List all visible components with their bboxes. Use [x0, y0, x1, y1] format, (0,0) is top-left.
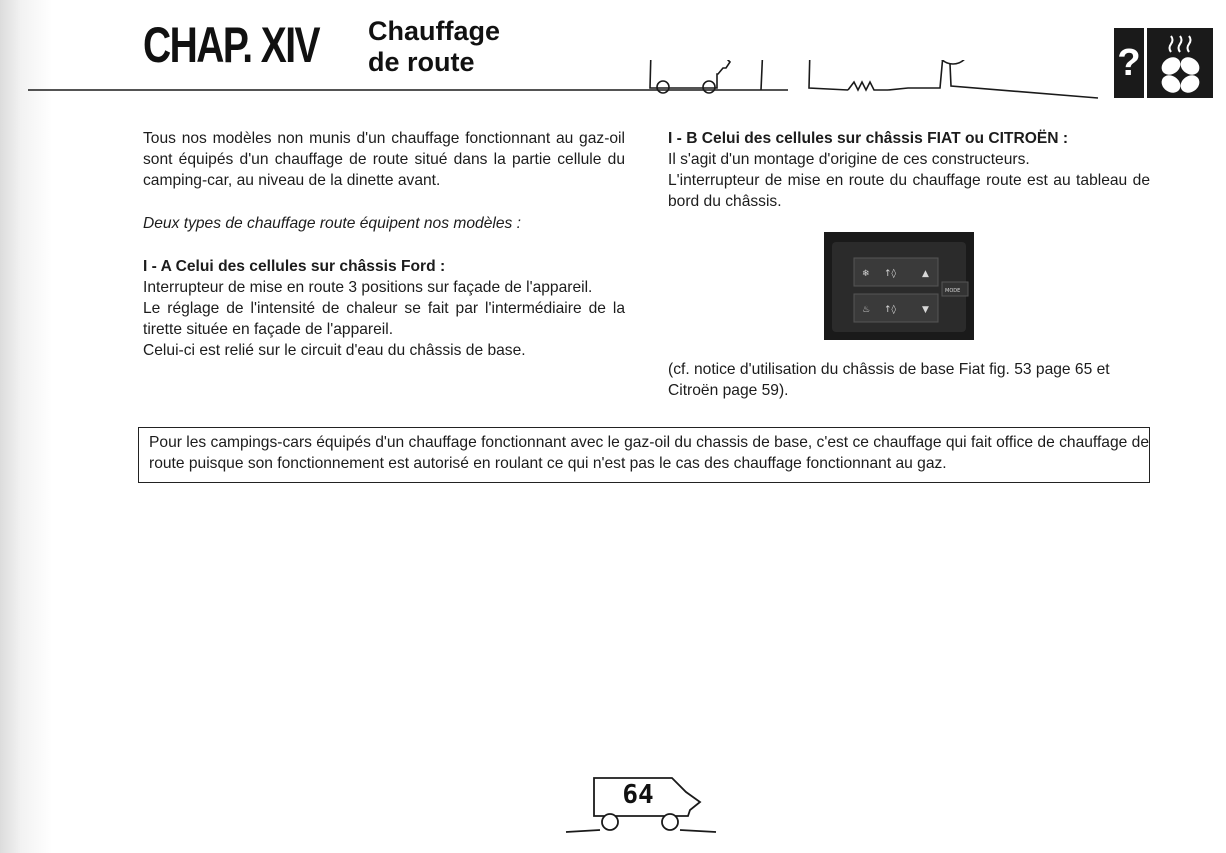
chapter-number: CHAP. XIV — [143, 17, 319, 73]
reference-note: (cf. notice d'utilisation du châssis de base Fiat fig. 53 page 65 et Citroën page 59). — [668, 361, 1110, 399]
section-a-heading: I - A Celui des cellules sur châssis Ford : — [143, 258, 446, 275]
svg-text:↑◊: ↑◊ — [884, 305, 896, 315]
dashboard-controls-photo — [824, 232, 974, 340]
section-title-line1: Chauffage — [368, 16, 501, 46]
svg-text:↑◊: ↑◊ — [884, 269, 896, 279]
mode-label: MODE — [945, 288, 961, 294]
section-b-switch: L'interrupteur de mise en route du chauffage route est au tableau de bord du châssis. — [668, 172, 1150, 210]
intro-paragraph: Tous nos modèles non munis d'un chauffage fonctionnant au gaz-oil sont équipés d'un chauffage de route situé dans la partie cellule du camping-car, au niveau de la dinette avant. — [143, 130, 625, 189]
help-icon: ? — [1114, 28, 1144, 98]
svg-text:♨: ♨ — [862, 305, 871, 315]
section-title-line2: de route — [368, 47, 475, 77]
page-binding-edge — [0, 0, 52, 853]
svg-text:▲: ▲ — [922, 269, 929, 279]
header-illustration — [28, 60, 1198, 110]
types-sentence: Deux types de chauffage route équipent nos modèles : — [143, 215, 521, 232]
svg-text:▼: ▼ — [922, 305, 929, 315]
section-b-heading: I - B Celui des cellules sur châssis FIAT ou CITROËN : — [668, 130, 1069, 147]
page-number: 64 — [622, 780, 654, 810]
section-b-origin: Il s'agit d'un montage d'origine de ces constructeurs. — [668, 151, 1030, 168]
section-a-circuit: Celui-ci est relié sur le circuit d'eau du châssis de base. — [143, 342, 526, 359]
notice-box: Pour les campings-cars équipés d'un chauffage fonctionnant avec le gaz-oil du chassis de base, c'est ce chauffage qui fait office de chauffage de route puisque son fonctionnement est autorisé en roulant ce qui n'est pas le cas des chauffage fonctionnant au gaz. — [138, 427, 1150, 483]
section-a-adjustment: Le réglage de l'intensité de chaleur se fait par l'intermédiaire de la tirette située en façade de l'appareil. — [143, 300, 625, 338]
heating-fan-icon — [1147, 28, 1213, 98]
left-column — [143, 128, 625, 361]
right-column — [668, 128, 1150, 212]
section-a-switch: Interrupteur de mise en route 3 positions sur façade de l'appareil. — [143, 279, 593, 296]
svg-text:❄: ❄ — [862, 269, 870, 279]
